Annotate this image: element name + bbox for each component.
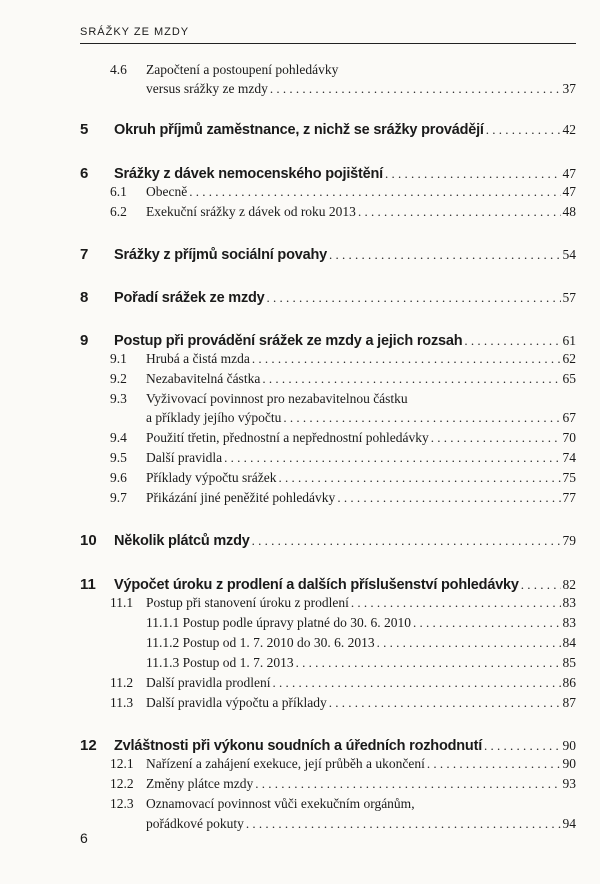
entry-title: Nařízení a zahájení exekuce, její průběh a ukončení (146, 756, 425, 771)
chapter-number: 6 (80, 165, 89, 182)
leader-dots (337, 490, 560, 506)
entry-page: 77 (562, 490, 576, 505)
leader-dots (283, 410, 560, 426)
toc-entry-12-3 (80, 796, 576, 812)
entry-title: Další pravidla (146, 450, 223, 465)
chapter-title: Zvláštnosti při výkonu soudních a úředních rozhodnutí (114, 738, 483, 754)
entry-page: 70 (562, 430, 576, 445)
entry-page: 83 (562, 615, 576, 630)
entry-page: 93 (562, 776, 576, 791)
toc-chapter-9 (80, 332, 576, 349)
entry-number: 9.7 (110, 490, 127, 505)
toc-entry-12-1 (80, 756, 576, 772)
toc-entry-9-1 (80, 351, 576, 367)
entry-title: Nezabavitelná částka (146, 371, 261, 386)
chapter-number: 7 (80, 246, 89, 263)
entry-page: 87 (562, 695, 576, 710)
entry-title: versus srážky ze mzdy (146, 81, 268, 96)
entry-number: 11.1 (110, 595, 134, 610)
leader-dots (270, 81, 561, 97)
leader-dots (189, 184, 560, 200)
leader-dots (385, 166, 560, 182)
toc-entry-9-3-cont (80, 410, 576, 426)
leader-dots (278, 470, 560, 486)
chapter-title: Okruh příjmů zaměstnance, z nichž se srážky provádějí (114, 122, 484, 138)
leader-dots (252, 351, 561, 367)
entry-number: 6.2 (110, 204, 127, 219)
leader-dots (267, 290, 561, 306)
entry-number: 9.3 (110, 391, 127, 406)
chapter-title: Srážky z příjmů sociální povahy (114, 247, 327, 263)
entry-page: 37 (562, 81, 576, 96)
page-number: 6 (80, 830, 88, 846)
entry-page: 67 (562, 410, 576, 425)
entry-page: 74 (562, 450, 576, 465)
entry-page: 90 (562, 756, 576, 771)
leader-dots (272, 675, 560, 691)
entry-number: 6.1 (110, 184, 127, 199)
toc-chapter-8 (80, 289, 576, 306)
leader-dots (246, 816, 561, 832)
entry-number: 12.1 (110, 756, 134, 771)
leader-dots (427, 756, 561, 772)
entry-page: 62 (562, 351, 576, 366)
toc-entry-11-1-2 (80, 635, 576, 651)
entry-page: 83 (562, 595, 576, 610)
toc-entry-6-2 (80, 204, 576, 220)
toc-chapter-10 (80, 532, 576, 549)
entry-number: 4.6 (110, 62, 127, 77)
entry-title: Přikázání jiné peněžité pohledávky (146, 490, 336, 505)
entry-page: 84 (562, 635, 576, 650)
toc-entry-9-3 (80, 391, 576, 407)
chapter-title: Několik plátců mzdy (114, 533, 250, 549)
chapter-title: Postup při provádění srážek ze mzdy a jejich rozsah (114, 333, 463, 349)
chapter-number: 5 (80, 121, 89, 138)
entry-title: Další pravidla prodlení (146, 675, 271, 690)
entry-page: 82 (562, 577, 576, 592)
toc-entry-9-7 (80, 490, 576, 506)
toc-entry-9-4 (80, 430, 576, 446)
chapter-number: 11 (80, 576, 96, 593)
chapter-title: Srážky z dávek nemocenského pojištění (114, 166, 384, 182)
entry-page: 42 (562, 122, 576, 137)
toc-entry-9-6 (80, 470, 576, 486)
entry-page: 47 (562, 166, 576, 181)
entry-page: 57 (562, 290, 576, 305)
chapter-number: 8 (80, 289, 89, 306)
leader-dots (484, 738, 560, 754)
entry-title: Započtení a postoupení pohledávky (146, 62, 339, 77)
toc-chapter-6 (80, 165, 576, 182)
entry-number: 11.3 (110, 695, 134, 710)
leader-dots (358, 204, 561, 220)
toc-entry-11-1-1 (80, 615, 576, 631)
leader-dots (431, 430, 561, 446)
entry-title: Příklady výpočtu srážek (146, 470, 277, 485)
entry-number: 9.6 (110, 470, 127, 485)
running-header (80, 26, 576, 44)
entry-title: 11.1.3 Postup od 1. 7. 2013 (146, 655, 294, 670)
chapter-number: 12 (80, 737, 97, 754)
entry-number: 11.2 (110, 675, 134, 690)
leader-dots (521, 577, 561, 593)
entry-page: 48 (562, 204, 576, 219)
leader-dots (255, 776, 560, 792)
toc-entry-6-1 (80, 184, 576, 200)
entry-page: 79 (562, 533, 576, 548)
entry-number: 9.5 (110, 450, 127, 465)
running-title: SRÁŽKY ZE MZDY (80, 26, 190, 38)
entry-page: 54 (562, 247, 576, 262)
entry-title: Exekuční srážky z dávek od roku 2013 (146, 204, 356, 219)
toc-entry-4-6 (80, 62, 576, 78)
toc-entry-11-3 (80, 695, 576, 711)
entry-title: Hrubá a čistá mzda (146, 351, 250, 366)
leader-dots (413, 615, 561, 631)
toc-entry-11-1 (80, 595, 576, 611)
entry-title: Použití třetin, přednostní a nepřednostní pohledávky (146, 430, 429, 445)
leader-dots (252, 533, 561, 549)
leader-dots (464, 333, 560, 349)
entry-number: 12.3 (110, 796, 134, 811)
leader-dots (224, 450, 560, 466)
toc-entry-12-2 (80, 776, 576, 792)
entry-page: 61 (562, 333, 576, 348)
toc-entry-9-2 (80, 371, 576, 387)
leader-dots (296, 655, 561, 671)
leader-dots (329, 695, 561, 711)
leader-dots (262, 371, 560, 387)
entry-title: Další pravidla výpočtu a příklady (146, 695, 327, 710)
chapter-number: 9 (80, 332, 89, 349)
entry-title: 11.1.1 Postup podle úpravy platné do 30. 6. 2010 (146, 615, 411, 630)
entry-title: Oznamovací povinnost vůči exekučním orgánům, (146, 796, 415, 811)
chapter-number: 10 (80, 532, 97, 549)
toc-chapter-7 (80, 246, 576, 263)
toc-chapter-5 (80, 121, 576, 138)
entry-page: 90 (562, 738, 576, 753)
entry-page: 94 (562, 816, 576, 831)
toc-entry-9-5 (80, 450, 576, 466)
entry-title: Vyživovací povinnost pro nezabavitelnou částku (146, 391, 408, 406)
chapter-title: Pořadí srážek ze mzdy (114, 290, 265, 306)
entry-number: 9.2 (110, 371, 127, 386)
leader-dots (351, 595, 561, 611)
leader-dots (329, 247, 561, 263)
entry-page: 86 (562, 675, 576, 690)
entry-title: pořádkové pokuty (146, 816, 244, 831)
toc-entry-12-3-cont (80, 816, 576, 832)
entry-number: 9.4 (110, 430, 127, 445)
entry-title: 11.1.2 Postup od 1. 7. 2010 do 30. 6. 2013 (146, 635, 375, 650)
entry-page: 85 (562, 655, 576, 670)
entry-title: Změny plátce mzdy (146, 776, 254, 791)
entry-title: Obecně (146, 184, 188, 199)
toc-chapter-11 (80, 576, 576, 593)
chapter-title: Výpočet úroku z prodlení a dalších příslušenství pohledávky (114, 577, 519, 593)
entry-number: 9.1 (110, 351, 127, 366)
entry-title: Postup při stanovení úroku z prodlení (146, 595, 349, 610)
leader-dots (377, 635, 561, 651)
entry-title: a příklady jejího výpočtu (146, 410, 282, 425)
toc-entry-4-6-cont (80, 81, 576, 97)
entry-page: 75 (562, 470, 576, 485)
entry-page: 65 (562, 371, 576, 386)
leader-dots (486, 122, 561, 138)
toc-chapter-12 (80, 737, 576, 754)
entry-number: 12.2 (110, 776, 134, 791)
toc-entry-11-1-3 (80, 655, 576, 671)
entry-page: 47 (562, 184, 576, 199)
toc-entry-11-2 (80, 675, 576, 691)
